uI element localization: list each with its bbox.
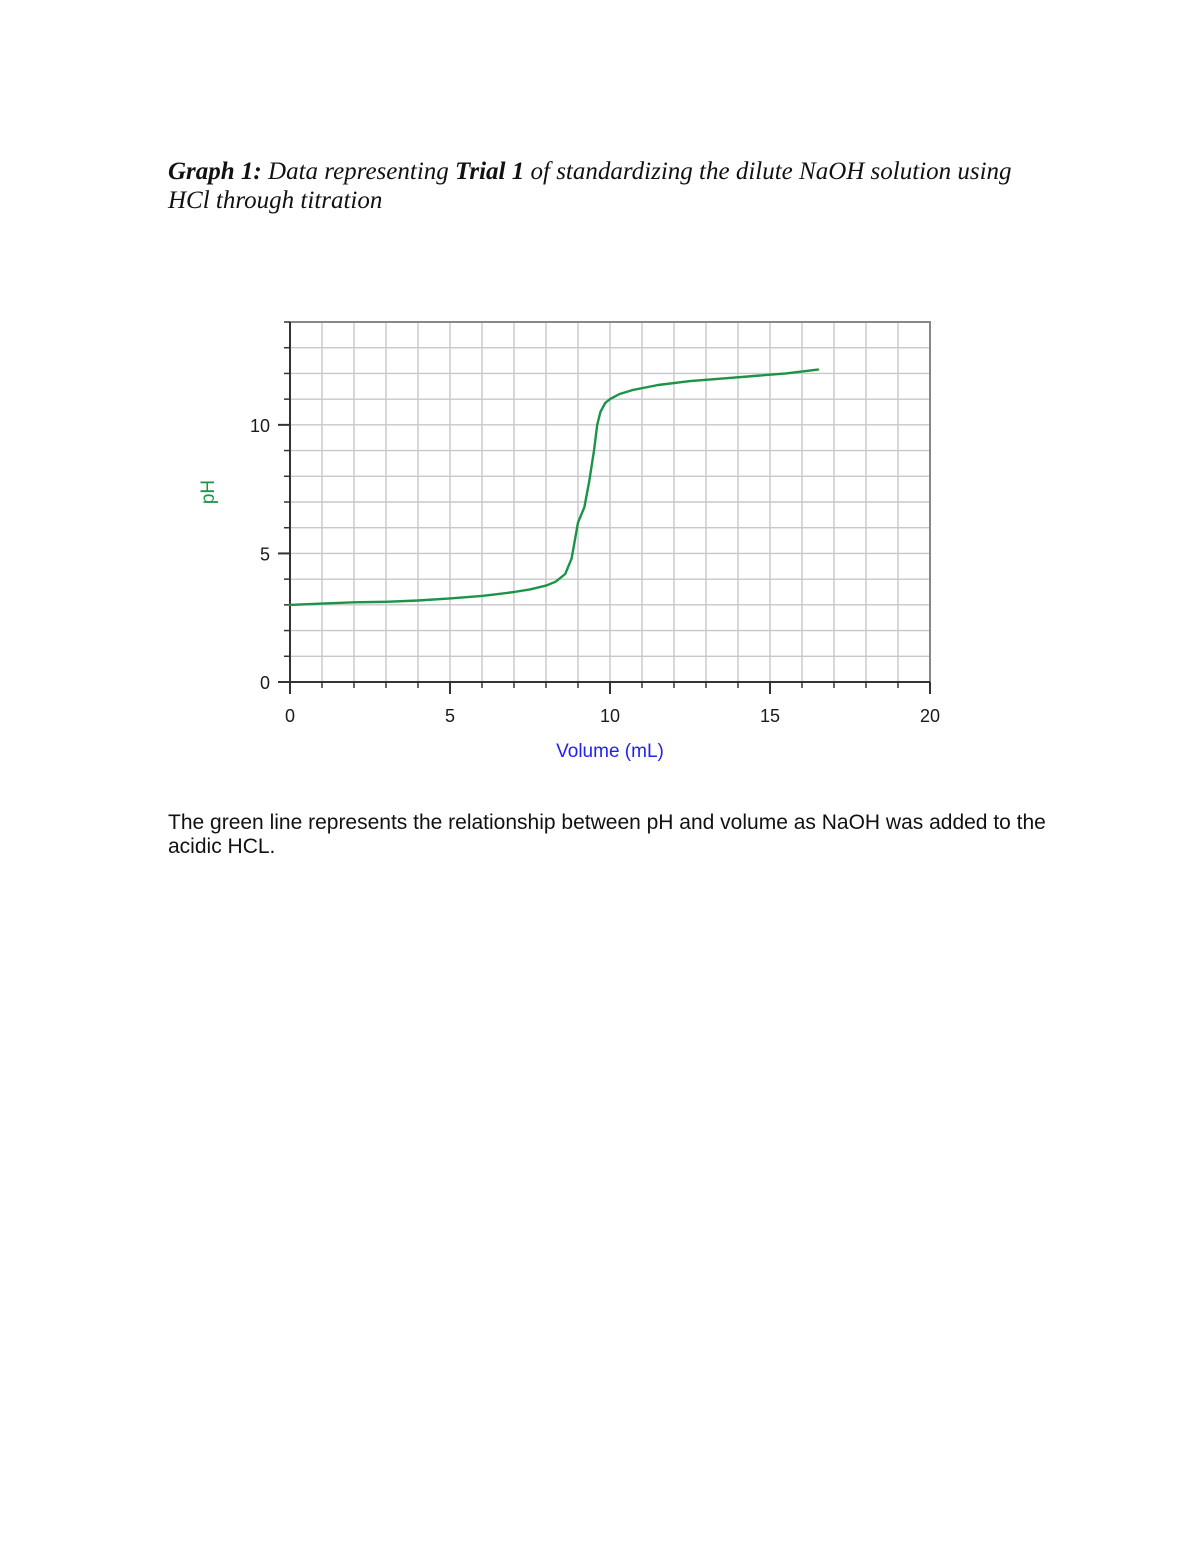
caption-graph-label: Graph 1: <box>168 158 262 185</box>
caption-text-a: Data representing <box>268 158 449 185</box>
y-axis-title: pH <box>198 479 219 505</box>
x-axis-title: Volume (mL) <box>556 741 664 762</box>
y-tick-label: 5 <box>259 544 270 565</box>
y-tick-label: 10 <box>249 415 270 436</box>
y-tick-label: 0 <box>259 673 270 693</box>
series-line-ph <box>290 370 818 605</box>
x-tick-label: 15 <box>759 706 781 726</box>
x-tick-label: 20 <box>919 706 941 726</box>
x-tick-label: 10 <box>599 706 621 726</box>
x-tick-label: 5 <box>444 706 456 726</box>
x-tick-label: 0 <box>284 706 296 726</box>
caption-trial-label: Trial 1 <box>455 158 525 185</box>
caption-text-b: of standardizing the dilute NaOH solution using HCl through titration <box>168 158 1012 214</box>
description-text: The green line represents the relationship between pH and volume as NaOH was added to the acidic HCL. <box>168 811 1046 858</box>
